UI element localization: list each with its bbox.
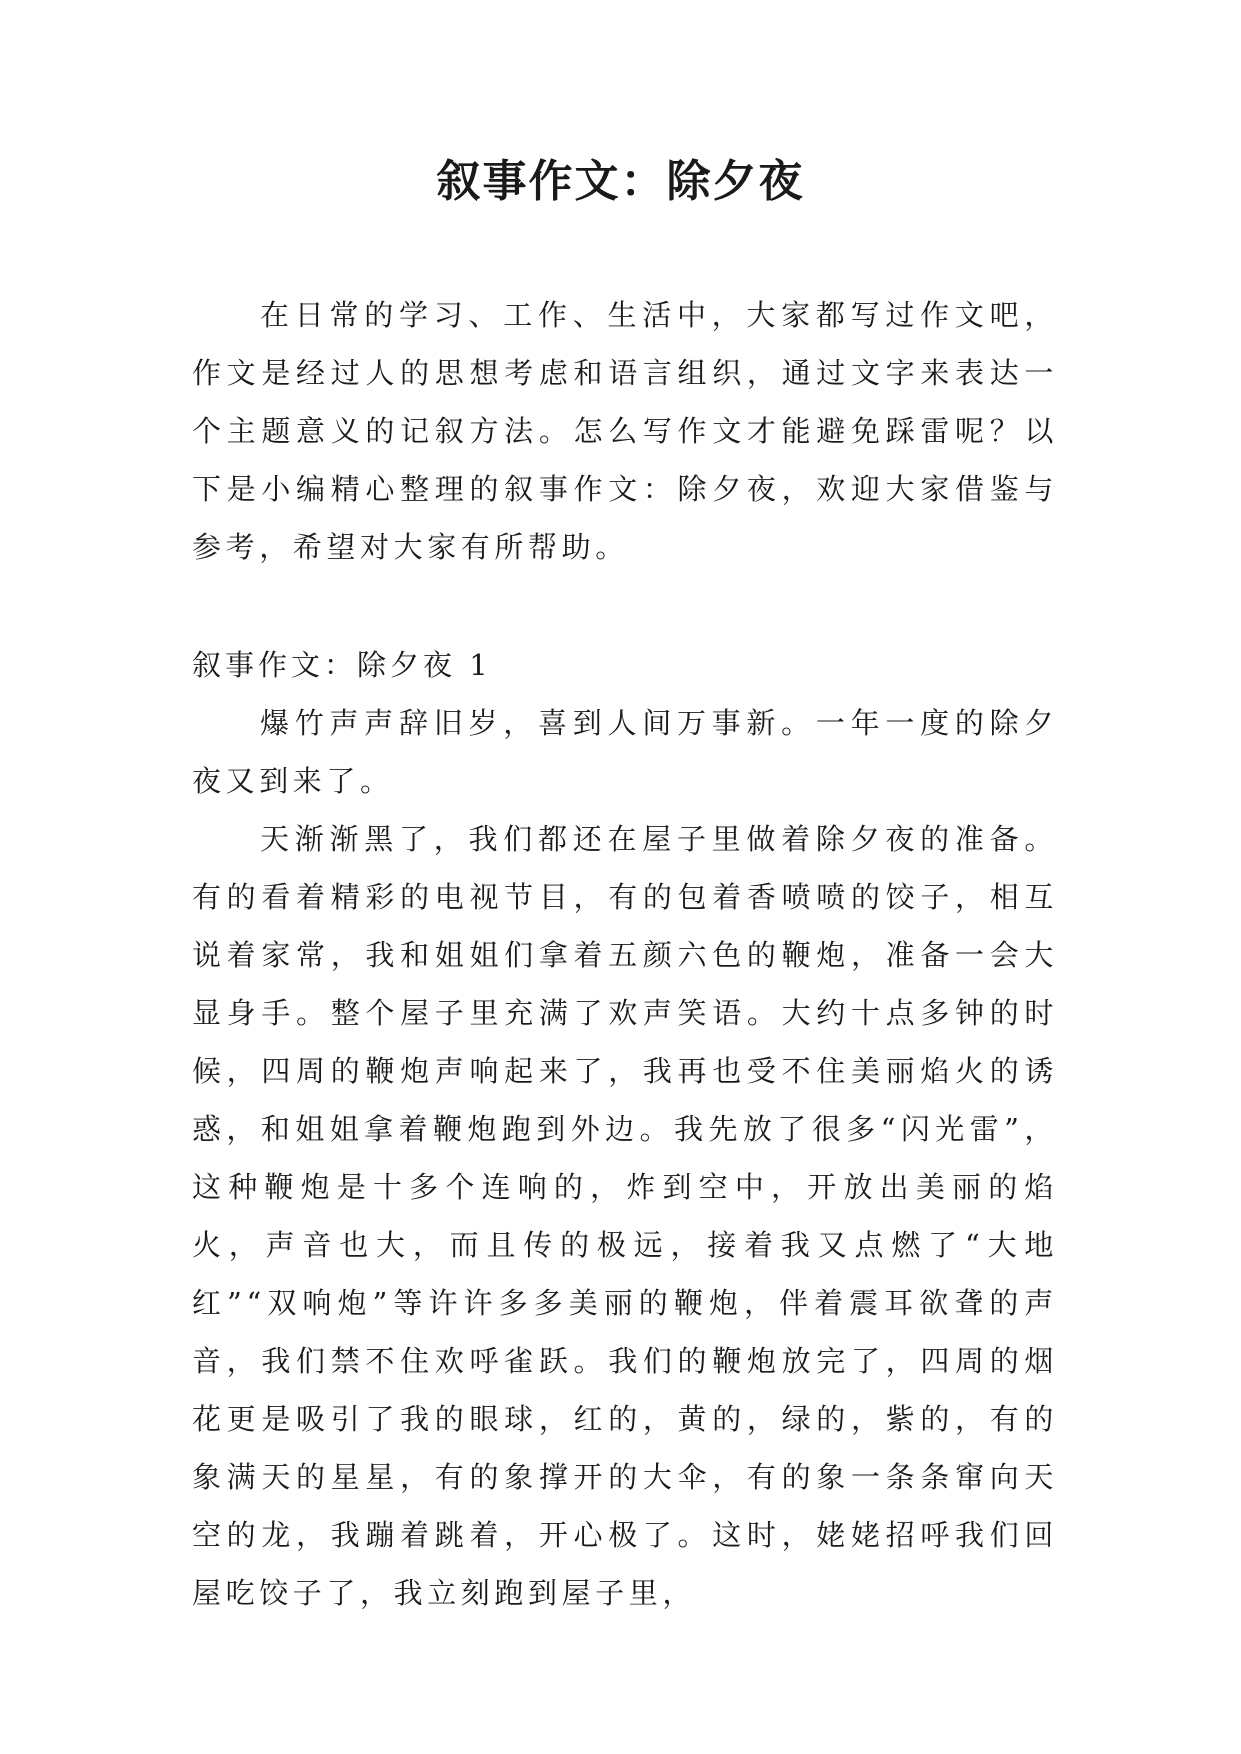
document-title: 叙事作文：除夕夜 xyxy=(436,156,805,207)
body-paragraph-2: 天渐渐黑了，我们都还在屋子里做着除夕夜的准备。有的看着精彩的电视节目，有的包着香喷喷的饺子，相互说着家常，我和姐姐们拿着五颜六色的鞭炮，准备一会大显身手。整个屋子里充满了欢声笑语。大约十点多钟的时候，四周的鞭炮声响起来了，我再也受不住美丽焰火的诱惑，和姐姐拿着鞭炮跑到外边。我先放了很多“闪光雷”，这种鞭炮是十多个连响的，炸到空中，开放出美丽的焰火，声音也大，而且传的极远，接着我又点燃了“大地红”“双响炮”等许许多多美丽的鞭炮，伴着震耳欲聋的声音，我们禁不住欢呼雀跃。我们的鞭炮放完了，四周的烟花更是吸引了我的眼球，红的，黄的，绿的，紫的，有的象满天的星星，有的象撑开的大伞，有的象一条条窜向天空的龙，我蹦着跳着，开心极了。这时，姥姥招呼我们回屋吃饺子了，我立刻跑到屋子里， xyxy=(192,822,1058,1610)
body-paragraph-1: 爆竹声声辞旧岁，喜到人间万事新。一年一度的除夕夜又到来了。 xyxy=(192,706,1058,798)
intro-paragraph: 在日常的学习、工作、生活中，大家都写过作文吧，作文是经过人的思想考虑和语言组织，通过文字来表达一个主题意义的记叙方法。怎么写作文才能避免踩雷呢？以下是小编精心整理的叙事作文：除夕夜，欢迎大家借鉴与参考，希望对大家有所帮助。 xyxy=(192,298,1058,564)
section-heading: 叙事作文：除夕夜 1 xyxy=(192,648,492,682)
